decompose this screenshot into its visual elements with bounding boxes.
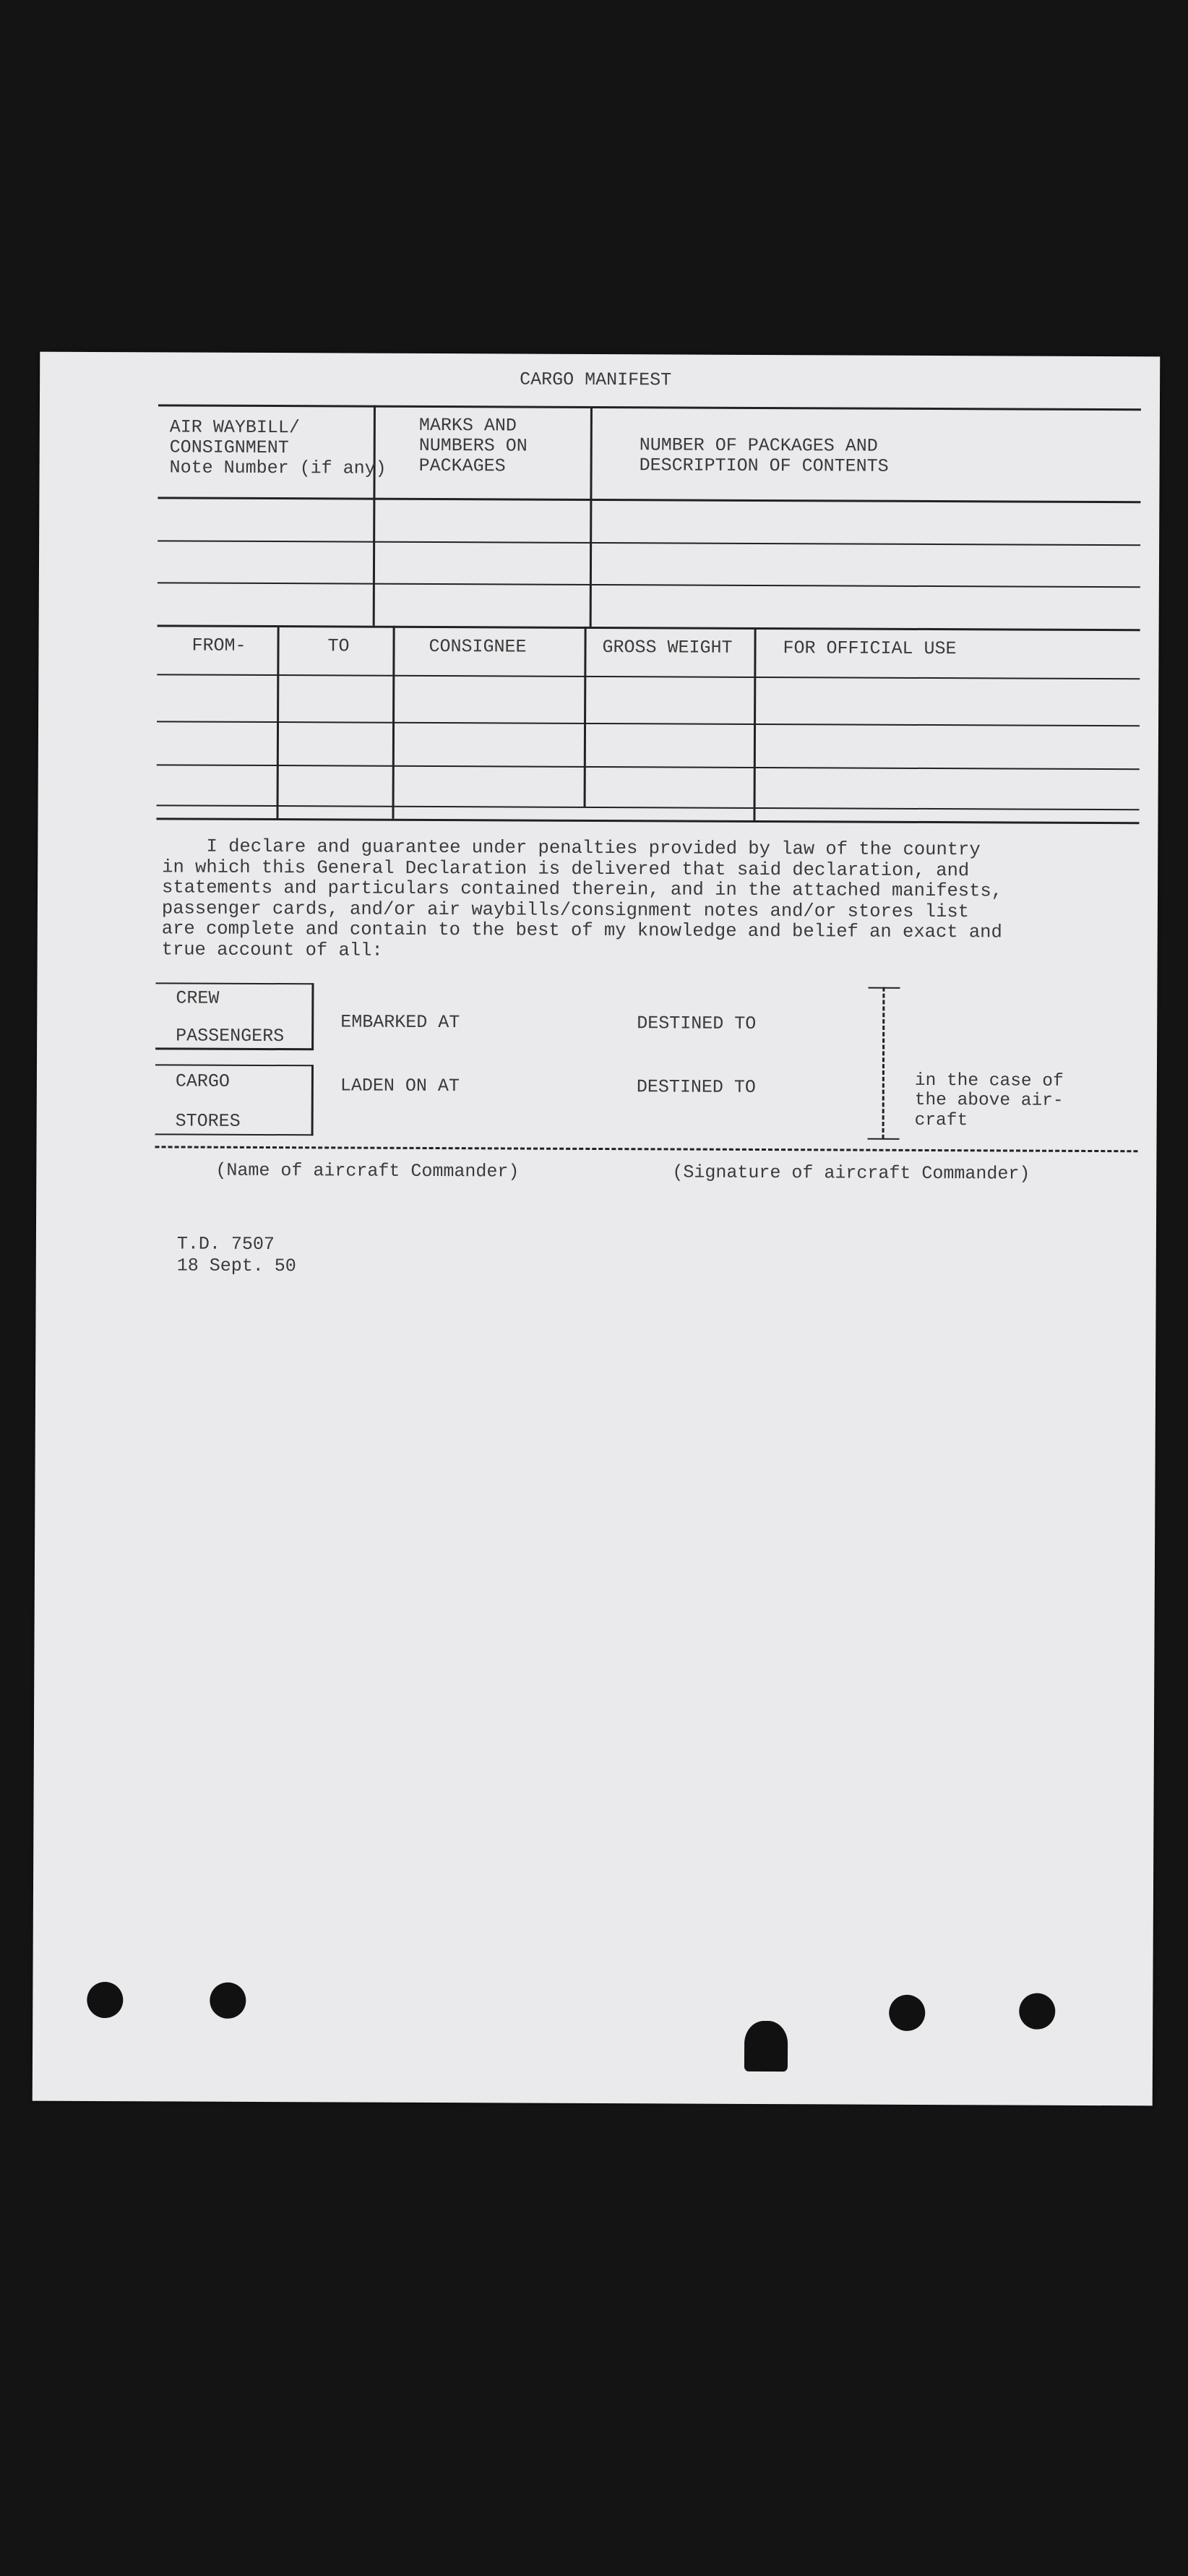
declaration-text: I declare and guarantee under penalties provided by law of the country in which this General Declaration is delivered that said declaration, and statements and particulars contained therein, and in the attached manifests, passenger cards, and/or air waybills/consignment notes and/or stores list are complete and contain to the best of my knowledge and belief an exact and true account of all: [161, 836, 1003, 961]
waybill-consignment-header: AIR WAYBILL/ CONSIGNMENT Note Number (if any) [169, 416, 387, 479]
table1-top-rule [158, 404, 1141, 411]
crew-label: CREW [176, 987, 220, 1009]
cargo-stores-bracket [311, 1065, 314, 1135]
punch-hole [744, 2021, 788, 2071]
table2-col-divider [584, 627, 587, 807]
table2-row-rule [157, 721, 1140, 726]
table1-header-rule [158, 497, 1140, 503]
table1-row-rule [158, 582, 1140, 588]
destined-to-label: DESTINED TO [637, 1013, 757, 1034]
punch-hole [87, 1982, 123, 2018]
from-header: FROM- [191, 635, 246, 656]
case-note: in the case of the above air- craft [914, 1070, 1064, 1131]
crew-passengers-bracket [311, 983, 314, 1049]
cargo-manifest-sheet [33, 352, 1161, 2106]
punch-hole [210, 1983, 246, 2019]
to-header: TO [327, 635, 350, 657]
bracket-vertical [882, 987, 885, 1139]
table2-col-divider [392, 626, 395, 819]
cargo-label: CARGO [175, 1070, 230, 1092]
passengers-label: PASSENGERS [176, 1025, 285, 1047]
laden-on-at-label: LADEN ON AT [340, 1075, 460, 1097]
official-use-header: FOR OFFICIAL USE [783, 637, 957, 660]
cargo-top-rule [155, 1064, 313, 1066]
crew-top-rule [155, 982, 313, 984]
table2-row-rule [157, 764, 1140, 770]
form-title: CARGO MANIFEST [520, 369, 672, 391]
marks-numbers-header: MARKS AND NUMBERS ON PACKAGES [418, 414, 528, 477]
stores-rule [155, 1133, 314, 1135]
embarked-at-label: EMBARKED AT [340, 1011, 460, 1034]
passengers-rule [155, 1047, 314, 1050]
consignee-header: CONSIGNEE [429, 635, 527, 658]
gross-weight-header: GROSS WEIGHT [602, 637, 733, 658]
signature-dashed-line [155, 1146, 1137, 1152]
punch-hole [889, 1995, 925, 2031]
table2-row-rule [157, 804, 1140, 810]
commander-signature-label: (Signature of aircraft Commander) [672, 1162, 1030, 1185]
punch-hole [1019, 1993, 1055, 2030]
bracket-bottom-tick [868, 1138, 900, 1140]
table2-col-divider [276, 625, 279, 818]
table2-col-divider [753, 627, 756, 820]
destined-to-label: DESTINED TO [636, 1076, 756, 1098]
table2-top-rule [158, 624, 1140, 631]
table1-col-divider [590, 406, 593, 627]
table2-row-rule [157, 674, 1140, 679]
stores-label: STORES [175, 1110, 241, 1132]
commander-name-label: (Name of aircraft Commander) [215, 1159, 520, 1182]
packages-description-header: NUMBER OF PACKAGES AND DESCRIPTION OF CONTENTS [639, 434, 889, 477]
form-number: T.D. 7507 [176, 1233, 275, 1255]
table1-row-rule [158, 540, 1140, 546]
form-date: 18 Sept. 50 [176, 1255, 296, 1277]
table2-bottom-rule [156, 817, 1139, 824]
